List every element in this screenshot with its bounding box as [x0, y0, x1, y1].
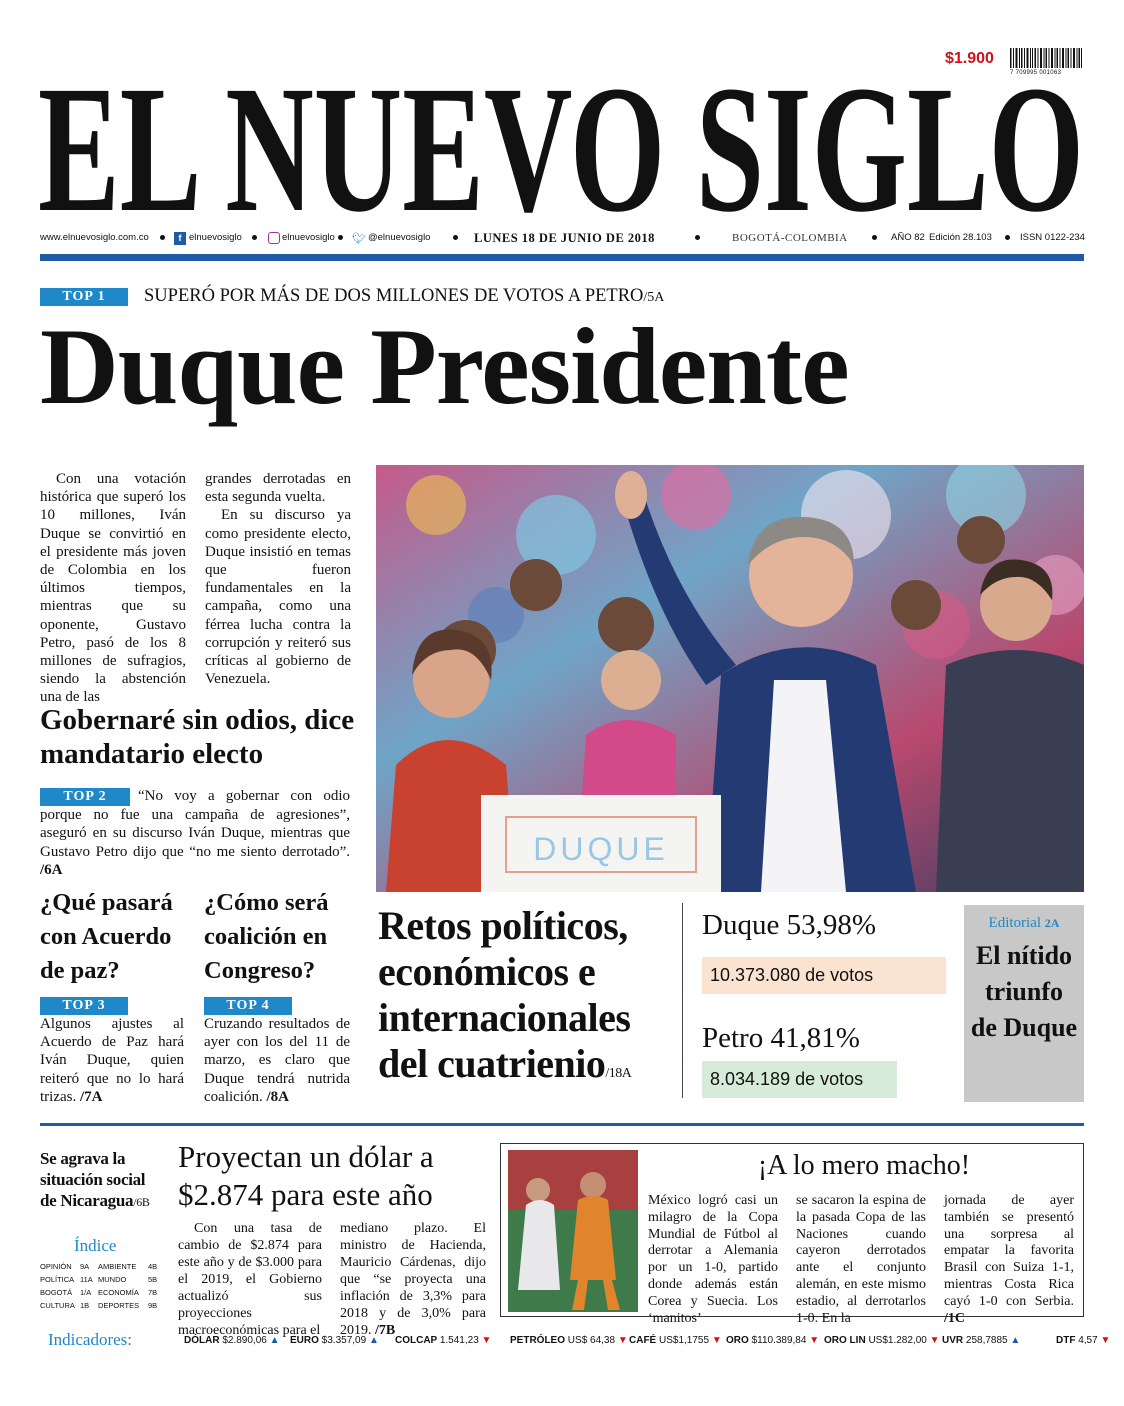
indicator-oro	[726, 1335, 819, 1346]
column-divider	[682, 903, 683, 1098]
podium-text: DUQUE	[533, 831, 669, 867]
mero-ref: /1C	[944, 1310, 965, 1326]
indicator-name: ORO LIN	[824, 1335, 869, 1346]
index-row	[40, 1273, 164, 1286]
indicator-uvr	[942, 1335, 1020, 1346]
year: AÑO 82	[891, 232, 925, 243]
editorial-box[interactable]	[964, 905, 1084, 1102]
barcode-number: 7 709995 001063	[1010, 70, 1062, 76]
indicator-value: $3.357,09	[321, 1335, 369, 1346]
top2-text: “No voy a gobernar con odio porque no fue una campaña de agresiones”, aseguró en su discurso Iván Duque, mientras que Gustavo Petro dijo que “no me siento derrotado”.	[40, 788, 350, 860]
lead-photo	[376, 465, 1084, 892]
indicators-bar	[40, 1330, 1111, 1350]
index-section: BOGOTÁ	[40, 1288, 73, 1297]
separator-dot	[453, 235, 458, 240]
index-section: OPINIÓN	[40, 1262, 72, 1271]
retos-headline	[378, 903, 678, 1097]
mero-col-3-text: jornada de ayer también se presentó una sorpresa al empatar la favorita Brasil con Suiza 1-1, mientras Costa Rica cayó 1-0 con Serbia.	[944, 1193, 1074, 1309]
duque-result: Duque 53,98%	[702, 909, 876, 941]
index-page: 4B	[148, 1262, 158, 1271]
info-bar	[40, 232, 1086, 246]
index-section: AMBIENTE	[98, 1262, 137, 1271]
dolar-col-2	[340, 1220, 486, 1339]
indicator-name: DÓLAR	[184, 1335, 223, 1346]
top2-tag: TOP 2	[40, 788, 130, 806]
edition: Edición 28.103	[929, 232, 992, 243]
top1-tag: TOP 1	[40, 288, 128, 306]
indicator-value: $2.890,06	[222, 1335, 270, 1346]
top3-body	[40, 996, 184, 1106]
arrow-up-icon: ▲	[1010, 1335, 1021, 1346]
indicator-name: COLCAP	[395, 1335, 440, 1346]
arrow-down-icon: ▼	[809, 1335, 820, 1346]
arrow-down-icon: ▼	[617, 1335, 628, 1346]
top2-body	[40, 787, 350, 880]
indicator-dtf	[1056, 1335, 1110, 1346]
arrow-down-icon: ▼	[481, 1335, 492, 1346]
index-page: 9B	[148, 1301, 158, 1310]
top4-body	[204, 996, 350, 1106]
dolar-col-1: Con una tasa de cambio de $2.874 para este año y de $3.000 para el 2019, el Gobierno actualizó sus proyecciones macroeconómicas para el	[178, 1221, 322, 1338]
top3-tag: TOP 3	[40, 997, 128, 1015]
indicator-name: ORO	[726, 1335, 752, 1346]
index-row	[40, 1260, 164, 1273]
indicator-caf-	[629, 1335, 722, 1346]
arrow-down-icon: ▼	[711, 1335, 722, 1346]
dolar-title: Proyectan un dólar a $2.874 para este año	[178, 1139, 434, 1212]
mero-col-1: México logró casi un milagro de la Copa Mundial de Fútbol al derrotar a Alemania por un 1-0, partido donde además están Corea y Suecia. Los ‘manitos’	[648, 1193, 778, 1326]
index-section: DEPORTES	[98, 1301, 140, 1310]
index-section: CULTURA	[40, 1301, 75, 1310]
top-rule	[40, 254, 1084, 261]
duque-votes: 10.373.080 de votos	[702, 957, 946, 994]
indicator-oro-lin	[824, 1335, 940, 1346]
instagram-icon	[268, 232, 280, 244]
indicator-value: US$1.282,00	[868, 1335, 930, 1346]
separator-dot	[695, 235, 700, 240]
petro-votes: 8.034.189 de votos	[702, 1061, 897, 1098]
nicaragua-headline	[40, 1148, 165, 1213]
index-section: MUNDO	[98, 1275, 127, 1284]
dolar-ref: /7B	[375, 1323, 396, 1338]
indicator-value: US$ 64,38	[567, 1335, 618, 1346]
masthead-logo	[36, 62, 1086, 226]
kicker-text: SUPERÓ POR MÁS DE DOS MILLONES DE VOTOS A PETRO	[144, 286, 644, 306]
lead-kicker	[144, 286, 664, 307]
indicator-name: EURO	[290, 1335, 322, 1346]
city: BOGOTÁ-COLOMBIA	[732, 232, 848, 244]
separator-dot	[160, 235, 165, 240]
arrow-up-icon: ▲	[269, 1335, 280, 1346]
petro-result: Petro 41,81%	[702, 1022, 860, 1054]
index-title: Índice	[74, 1236, 117, 1255]
indicators-label: Indicadores:	[48, 1330, 133, 1349]
index-section: POLÍTICA	[40, 1275, 75, 1284]
indicator-value: 258,7885	[965, 1335, 1011, 1346]
indicator-d-lar	[184, 1335, 280, 1346]
index-section: ECONOMÍA	[98, 1288, 139, 1297]
top4-title: ¿Cómo será coalición en Congreso?	[204, 889, 329, 984]
editorial-label-row	[964, 915, 1084, 932]
separator-dot	[1005, 235, 1010, 240]
facebook-handle[interactable]: elnuevosiglo	[189, 232, 242, 243]
top4-ref: /8A	[266, 1088, 289, 1105]
index-page: 1B	[80, 1301, 90, 1310]
top3-ref: /7A	[79, 1088, 103, 1105]
separator-dot	[338, 235, 343, 240]
indicator-name: UVR	[942, 1335, 966, 1346]
separator-dot	[872, 235, 877, 240]
indicator-colcap	[395, 1335, 491, 1346]
twitter-icon: 🐦︎	[352, 233, 366, 245]
mero-col-2: se sacaron la espina de la pasada Copa de las Naciones cuando cayeron derrotados ante el conjunto alemán, en este mismo estadio, al derrotarlos 1-0. En la	[796, 1193, 926, 1326]
indicator-name: CAFÉ	[629, 1335, 659, 1346]
issn: ISSN 0122-234	[1020, 232, 1085, 243]
indicator-petr-leo	[510, 1335, 628, 1346]
index-page: 11A	[80, 1275, 93, 1284]
retos-ref: /18A	[605, 1066, 632, 1081]
lead-col-1: Con una votación histórica que superó los 10 millones, Iván Duque se convirtió en el presidente más joven de Colombia en los últimos tiempos, mientras que su oponente, Gustavo Petro, pasó de los 8 millones de sufragios, siendo la abstención una de las	[40, 471, 186, 706]
indicator-value: 4,57	[1078, 1335, 1101, 1346]
index-table	[40, 1260, 164, 1312]
indicator-name: PETRÓLEO	[510, 1335, 568, 1346]
facebook-icon: f	[174, 232, 186, 245]
indicator-euro	[290, 1335, 379, 1346]
nicaragua-title: Se agrava la situación social de Nicaragua	[40, 1149, 146, 1210]
index-page: 7B	[148, 1288, 158, 1297]
dolar-col-2-text: mediano plazo. El ministro de Hacienda, Mauricio Cárdenas, dijo que “se proyecta una inflación de 3,3% para 2018 y de 3,0% para 2019.	[340, 1221, 486, 1338]
website-link[interactable]: www.elnuevosiglo.com.co	[40, 232, 149, 243]
soccer-photo	[508, 1150, 638, 1312]
kicker-ref: /5A	[643, 290, 665, 305]
main-headline: Duque Presidente	[40, 306, 849, 427]
masthead-title: EL NUEVO SIGLO	[38, 62, 1084, 226]
separator-dot	[252, 235, 257, 240]
lead-col-2	[205, 470, 351, 688]
lead-col-2b: En su discurso ya como presidente electo, Duque insistió en temas que fueron fundamentales en la campaña, como una férrea lucha contra la corrupción y reiteró sus críticas al gobierno de Venezuela.	[205, 507, 351, 688]
indicator-value: 1.541,23	[439, 1335, 482, 1346]
index-row	[40, 1286, 164, 1299]
price: $1.900	[945, 50, 994, 67]
indicator-name: DTF	[1056, 1335, 1079, 1346]
nicaragua-ref: /6B	[133, 1195, 150, 1209]
top3-text: Algunos ajustes al Acuerdo de Paz hará Iván Duque, quien reiteró que no lo hará trizas.	[40, 1016, 184, 1105]
editorial-page: 2A	[1044, 916, 1060, 930]
issue-date: LUNES 18 DE JUNIO DE 2018	[474, 231, 655, 245]
indicator-value: $110.389,84	[751, 1335, 810, 1346]
index-page: 5B	[148, 1275, 158, 1284]
middle-rule	[40, 1123, 1084, 1126]
mero-title: ¡A lo mero macho!	[757, 1150, 971, 1181]
index-page: 1/A	[80, 1288, 92, 1297]
mero-col-3	[944, 1193, 1074, 1327]
lead-col-2a: grandes derrotadas en esta segunda vuelta.	[205, 471, 351, 506]
index-page: 9A	[80, 1262, 90, 1271]
top4-tag: TOP 4	[204, 997, 292, 1015]
editorial-title: El nítido triunfo de Duque	[970, 941, 1078, 1042]
top2-title: Gobernaré sin odios, dice mandatario electo	[40, 704, 355, 770]
top2-ref: /6A	[40, 862, 63, 878]
arrow-down-icon: ▼	[929, 1335, 940, 1346]
arrow-up-icon: ▲	[368, 1335, 379, 1346]
instagram-handle[interactable]: elnuevosiglo	[282, 232, 335, 243]
twitter-handle[interactable]: @elnuevosiglo	[368, 232, 431, 243]
retos-title: Retos políticos, económicos e internacionales del cuatrienio	[378, 903, 631, 1086]
index-row	[40, 1299, 164, 1312]
top4-text: Cruzando resultados de ayer con los del 11 de marzo, es claro que Duque tendrá nutrida coalición.	[204, 1016, 350, 1105]
top3-title: ¿Qué pasará con Acuerdo de paz?	[40, 889, 173, 984]
editorial-label: Editorial	[988, 915, 1042, 931]
indicator-value: US$1,1755	[659, 1335, 712, 1346]
arrow-down-icon: ▼	[1100, 1335, 1111, 1346]
